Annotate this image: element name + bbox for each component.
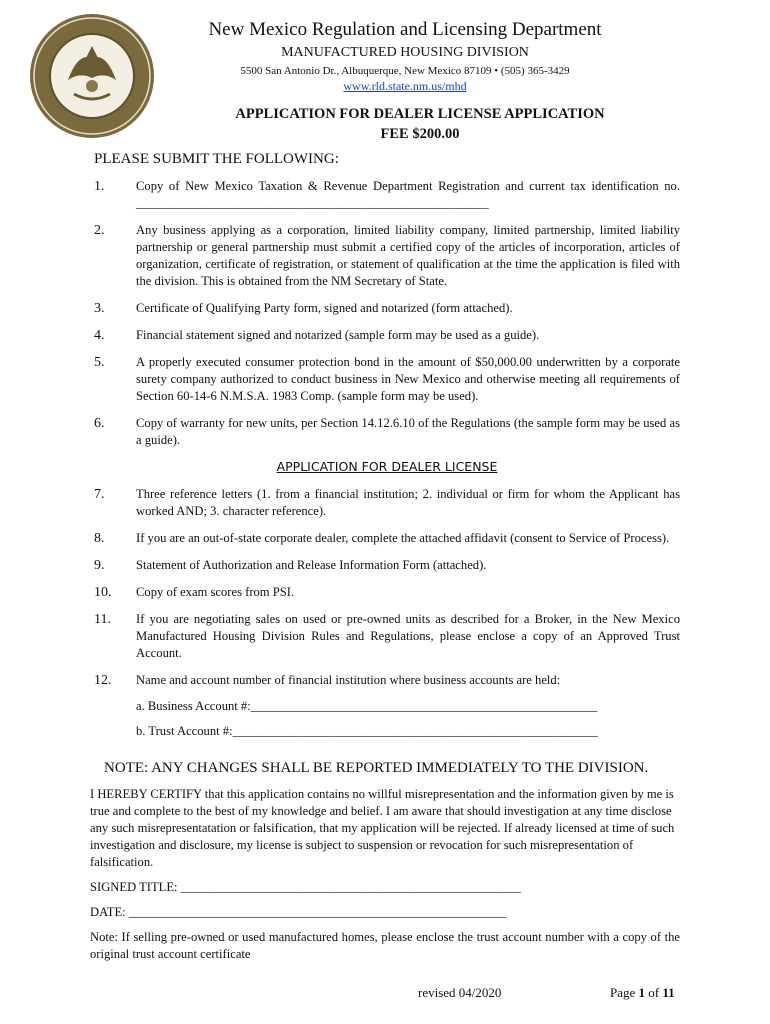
of-label: of <box>648 985 660 1000</box>
item-number: 8. <box>94 531 105 546</box>
list-item <box>94 530 680 547</box>
item-number: 2. <box>94 223 105 238</box>
trust-account-field[interactable]: b. Trust Account #:__________________________________________________________ <box>136 724 598 738</box>
submit-heading: PLEASE SUBMIT THE FOLLOWING: <box>94 151 339 167</box>
revision-date: revised 04/2020 <box>418 985 502 1000</box>
division-name: MANUFACTURED HOUSING DIVISION <box>281 45 529 60</box>
item-text: Name and account number of financial institution where business accounts are held: <box>136 673 561 687</box>
list-item <box>94 222 680 290</box>
item-text: Statement of Authorization and Release Information Form (attached). <box>136 558 487 572</box>
list-item <box>94 354 680 405</box>
page-label: Page <box>610 985 636 1000</box>
item-text: Copy of warranty for new units, per Section 14.12.6.10 of the Regulations (the sample form may be used as a guide). <box>136 416 680 447</box>
list-item <box>94 415 680 449</box>
item-number: 4. <box>94 328 105 343</box>
changes-note: NOTE: ANY CHANGES SHALL BE REPORTED IMMEDIATELY TO THE DIVISION. <box>104 760 649 776</box>
form-title-line1: APPLICATION FOR DEALER LICENSE APPLICATION <box>235 106 605 122</box>
item-text: Any business applying as a corporation, limited liability company, limited partnership, limited liability partnership or general partnership must submit a certified copy of the articles of incorporation, articles of organization, certificate of registration, or statement of qualification at the time the application is filed with the division. This is obtained from the NM Secretary of State. <box>136 223 680 288</box>
website-link[interactable]: www.rld.state.nm.us/mhd <box>343 79 467 93</box>
state-seal <box>28 12 156 140</box>
page-number <box>610 985 675 1001</box>
item-number: 10. <box>94 585 112 600</box>
certification-text: I HEREBY CERTIFY that this application contains no willful misrepresentation and the information given by me is true and complete to the best of my knowledge and belief. I am aware that should investigation at any time disclose any such misrepresentatation or falsification, that my application will be rejected. If already licensed at time of such investigation and disclosure, my license is subject to suspension or revocation for such misrepresentation of falsification. <box>90 787 675 869</box>
item-text: Copy of New Mexico Taxation & Revenue Department Registration and current tax identification no. ________________________________________________________ <box>136 179 680 210</box>
item-text: Financial statement signed and notarized (sample form may be used as a guide). <box>136 328 540 342</box>
form-fee: FEE $200.00 <box>380 126 460 142</box>
item-number: 6. <box>94 416 105 431</box>
business-account-field[interactable]: a. Business Account #:_______________________________________________________ <box>136 699 598 713</box>
list-item <box>94 178 680 212</box>
item-text: Copy of exam scores from PSI. <box>136 585 295 599</box>
item-text: If you are negotiating sales on used or pre-owned units as described for a Broker, in the New Mexico Manufactured Housing Division Rules and Regulations, please enclose a copy of an Approved Trust Account. <box>136 612 680 660</box>
list-item <box>94 611 680 662</box>
item-number: 9. <box>94 558 105 573</box>
page-total: 11 <box>662 985 675 1000</box>
signed-title-field[interactable]: SIGNED TITLE: ______________________________________________________ <box>90 880 521 894</box>
requirements-list <box>94 178 680 749</box>
division-address: 5500 San Antonio Dr., Albuquerque, New Mexico 87109 • (505) 365-3429 <box>240 65 570 77</box>
item-text: Certificate of Qualifying Party form, signed and notarized (form attached). <box>136 301 513 315</box>
form-title <box>180 104 660 144</box>
section-subheading: APPLICATION FOR DEALER LICENSE <box>276 459 498 474</box>
list-item <box>94 300 680 317</box>
item-number: 5. <box>94 355 105 370</box>
item-number: 3. <box>94 301 105 316</box>
department-name: New Mexico Regulation and Licensing Department <box>208 19 602 40</box>
item-number: 7. <box>94 487 105 502</box>
item-text: Three reference letters (1. from a financial institution; 2. individual or firm for whom the Applicant has worked AND; 3. character reference). <box>136 487 680 518</box>
item-text: A properly executed consumer protection bond in the amount of $50,000.00 underwritten by a corporate surety company authorized to conduct business in New Mexico and otherwise meeting all requirements of Section 60-14-6 N.M.S.A. 1983 Comp. (sample form may be used). <box>136 355 680 403</box>
certification-block <box>90 786 680 963</box>
item-number: 1. <box>94 179 105 194</box>
date-field[interactable]: DATE: ____________________________________________________________ <box>90 905 507 919</box>
list-item <box>94 486 680 520</box>
list-item <box>94 327 680 344</box>
list-item <box>94 557 680 574</box>
letterhead <box>170 18 640 94</box>
list-item <box>94 584 680 601</box>
list-item <box>94 672 680 689</box>
item-number: 11. <box>94 612 111 627</box>
trust-account-note: Note: If selling pre-owned or used manufactured homes, please enclose the trust account number with a copy of the original trust account certificate <box>90 930 680 961</box>
item-number: 12. <box>94 673 112 688</box>
item-text: If you are an out-of-state corporate dealer, complete the attached affidavit (consent to Service of Process). <box>136 531 670 545</box>
page-current: 1 <box>638 985 646 1000</box>
